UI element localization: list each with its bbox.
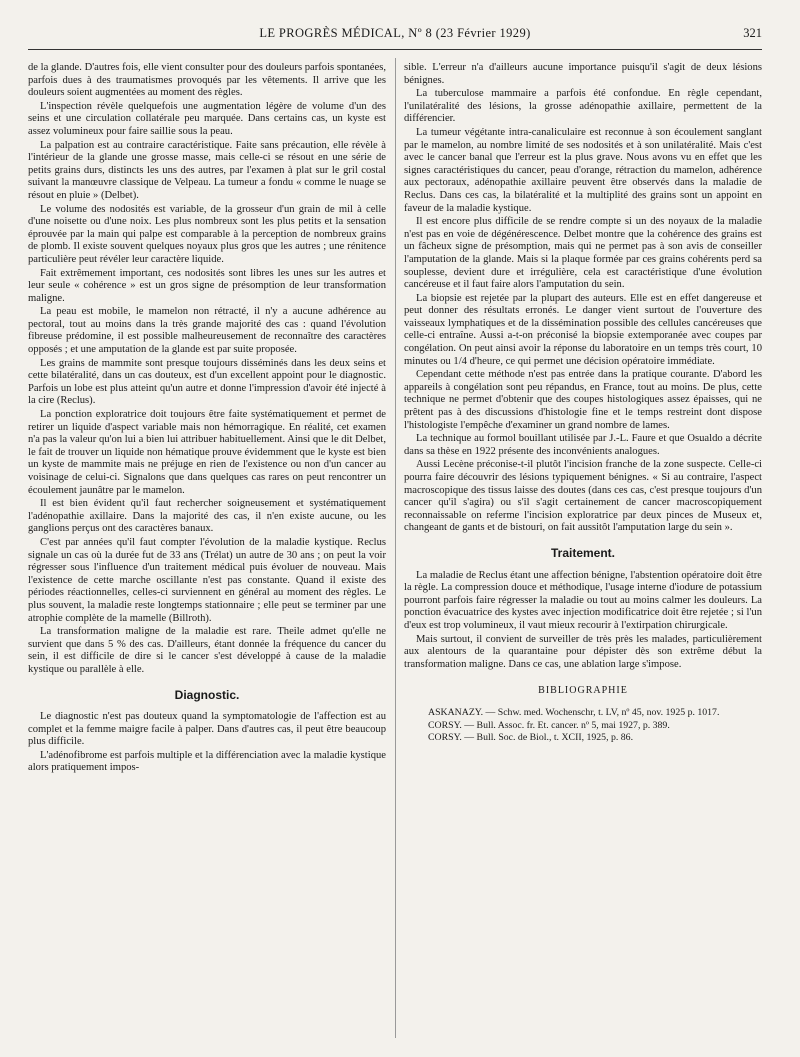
bibliography-item: CORSY. — Bull. Soc. de Biol., t. XCII, 1925, p. 86. xyxy=(428,732,634,744)
section-heading-diagnostic: Diagnostic. xyxy=(174,687,240,702)
left-column xyxy=(28,62,386,776)
page-number: 321 xyxy=(743,26,762,40)
paragraph: L'inspection révèle quelquefois une augmentation légère de volume d'un des seins et une circulation collatérale peu marquée. Dans certains cas, un kyste est assez volumineux pour faire saillie sous la peau. xyxy=(28,100,386,137)
paragraph: La technique au formol bouillant utilisée par J.-L. Faure et que Osualdo a décrite dans sa thèse en 1922 présente des inconvénients analogues. xyxy=(404,433,762,457)
paragraph: Le volume des nodosités est variable, de la grosseur d'un grain de mil à celle d'une noisette ou d'une noix. Les plus nombreux sont les plus petits et la sensation éprouvée par la main qui palpe est comparable à la perception de nombreux grains de plomb. Il existe souvent quelques noyaux plus gros que les autres ; une rénitence particulière peut révéler leur caractère liquide. xyxy=(28,203,386,265)
bibliography-item: ASKANAZY. — Schw. med. Wochenschr, t. LV, nº 45, nov. 1925 p. 1017. xyxy=(428,706,720,718)
paragraph: sible. L'erreur n'a d'ailleurs aucune importance puisqu'il s'agit de deux lésions bénignes. xyxy=(404,62,762,86)
paragraph: La tuberculose mammaire a parfois été confondue. En règle cependant, l'unilatéralité des lésions, la grosse adénopathie axillaire, permettent de la différencier. xyxy=(404,88,762,125)
paragraph: La maladie de Reclus étant une affection bénigne, l'abstention opératoire doit être la règle. La compression douce et méthodique, l'usage interne d'iodure de potassium pourront parfois faire régresser la maladie ou tout au moins calmer les douleurs. La ponction évacuatrice des kystes avec injection modificatrice doit être rejetée ; si l'un d'eux est trop volumineux, il vaut mieux recourir à l'extirpation chirurgicale. xyxy=(404,569,762,631)
paragraph: La ponction exploratrice doit toujours être faite systématiquement et permet de retirer un liquide d'aspect variable mais non hémorragique. En réalité, cet examen n'a pas la valeur qu'on lui a bien lui attribuer habituellement. Ainsi que le dit Delbet, le fait de trouver un liquide non hématique prouve évidemment que le kyste est bien un kyste de mammite mais ne préjuge en rien de l'existence ou non d'un cancer au voisinage de celui-ci. Signalons que dans quelques cas rares on peut rencontrer un écoulement jaunâtre par le mamelon. xyxy=(28,409,386,496)
paragraph: La transformation maligne de la maladie est rare. Theile admet qu'elle ne survient que dans 5 % des cas. D'ailleurs, étant donnée la fréquence du cancer du sein, il est difficile de dire si le cancer s'est développé à cause de la maladie kystique ou parallèle à elle. xyxy=(28,626,386,675)
paragraph: La tumeur végétante intra-canaliculaire est reconnue à son écoulement sanglant par le mamelon, au nombre limité de ses nodosités et à son unilatéralité. Mais c'est avec le cancer banal que l'erreur est la plus grave. Nous avons vu en effet que les signes caractéristiques du cancer, peau d'orange, rétraction du mamelon, adhérence aux pectoraux, adénopathie axillaire peuvent être observés dans la maladie de Reclus. Dans ces cas, la bilatéralité et la multiplité des grains sont un appoint en faveur de la maladie kystique. xyxy=(404,126,762,214)
section-heading-traitement: Traitement. xyxy=(550,545,616,560)
paragraph: La biopsie est rejetée par la plupart des auteurs. Elle est en effet dangereuse et peut donner des résultats erronés. Le danger vient surtout de l'ouverture des vaisseaux lymphatiques et de la dissémination possible des cellules cancéreuses que celle-ci entraîne. Aussi a-t-on préconisé la biopsie extemporanée avec coupes par congélation. On peut ainsi avoir la réponse du laboratoire en un temps très court, 10 minutes ou 1/4 d'heure, ce qui permet une décision opératoire immédiate. xyxy=(404,292,762,367)
column-divider xyxy=(395,58,396,1038)
header-rule xyxy=(28,49,762,50)
paragraph: La palpation est au contraire caractéristique. Faite sans précaution, elle révèle à l'intérieur de la glande une grosse masse, mais celle-ci se résout en une série de petits grains durs, distincts les uns des autres, par l'examen à plat sur le gril costal suivant la manœuvre classique de Velpeau. La tumeur a fondu « comme le nuage se résout en pluie » (Delbet). xyxy=(28,139,386,201)
paragraph: Les grains de mammite sont presque toujours disséminés dans les deux seins et cette bilatéralité, dans un cas douteux, est d'un excellent appoint pour le diagnostic. Parfois un lobe est plus atteint qu'un autre et donne l'impression d'avoir été injecté à la cire (Reclus). xyxy=(28,357,386,407)
paragraph: L'adénofibrome est parfois multiple et la différenciation avec la maladie kystique alors pratiquement impos- xyxy=(28,749,386,774)
bibliography-item: CORSY. — Bull. Assoc. fr. Et. cancer. nº 5, mai 1927, p. 389. xyxy=(428,719,670,731)
paragraph: Cependant cette méthode n'est pas entrée dans la pratique courante. D'abord les appareils à congélation sont peu répandus, en France, tout au moins. De plus, cette technique ne permet d'obtenir que des coupes histologiques assez épaisses, qui ne prêtent pas à des discussions d'histologie fine et le temps restreint dont dispose l'histologiste l'empêche d'examiner un grand nombre de lames. xyxy=(404,369,762,431)
running-title: LE PROGRÈS MÉDICAL, Nº 8 (23 Février 1929) xyxy=(259,26,531,40)
paragraph: Mais surtout, il convient de surveiller de très près les malades, particulièrement aux alentours de la quarantaine pour dépister dès son extrême début la transformation maligne. Dans ce cas, une ablation large s'impose. xyxy=(404,633,762,670)
paragraph: La peau est mobile, le mamelon non rétracté, il n'y a aucune adhérence au pectoral, tout au moins dans la très grande majorité des cas : quand l'évolution fibreuse prédomine, il est possible malheureusement de reconnaître des caractères opposés ; et une amputation de la glande est par suite proposée. xyxy=(28,306,386,356)
page-header xyxy=(28,26,762,42)
paragraph: Il est bien évident qu'il faut rechercher soigneusement et systématiquement l'adénopathie axillaire. Dans la majorité des cas, il n'en existe aucune, ou les ganglions perçus ont des caractères banaux. xyxy=(28,498,386,535)
bibliography-heading: BIBLIOGRAPHIE xyxy=(538,685,628,697)
paragraph: Le diagnostic n'est pas douteux quand la symptomatologie de l'affection est au complet et la femme maigre facile à palper. Dans d'autres cas, il peut être beaucoup plus difficile. xyxy=(28,711,386,748)
paragraph: Aussi Lecène préconise-t-il plutôt l'incision franche de la zone suspecte. Celle-ci pourra faire découvrir des lésions typiquement bénignes. « Si au contraire, l'aspect macroscopique des tissus laisse des doutes (dans ces cas, c'est presque toujours d'un cancer qu'il s'agira) ou s'il s'agit certainement de cancer macroscopiquement reconnaissable on referme l'incision exploratrice par deux pinces de Museux et, changeant de gants et de bistouri, on fait aussitôt l'amputation large du sein ». xyxy=(404,459,762,534)
right-column xyxy=(404,62,762,745)
paragraph: C'est par années qu'il faut compter l'évolution de la maladie kystique. Reclus signale un cas où la durée fut de 33 ans (Trélat) un autre de 30 ans ; on peut la voir régresser sous l'influence d'un traitement médical puis évoluer de nouveau. Mais l'existence de cette marche oscillante n'est pas constante. Quand il existe des périodes réactionnelles, celles-ci surviennent en général au moment des règles. Le plus souvent, la maladie reste longtemps stationnaire ; elle peut se terminer par une atrophie complète de la mamelle (Billroth). xyxy=(28,536,386,624)
paragraph: de la glande. D'autres fois, elle vient consulter pour des douleurs parfois spontanées, parfois dues à des traumatismes provoqués par les vêtements. Il arrive que les douleurs soient augmentées au moment des règles. xyxy=(28,62,386,99)
paragraph: Il est encore plus difficile de se rendre compte si un des noyaux de la maladie n'est pas en voie de dégénérescence. Delbet montre que la cohérence des grains est un fâcheux signe de présomption, mais qui ne permet pas à son avis de conseiller l'amputation de la glande. Mais si la plaque formée par ces grains cohérents perd sa souplesse, devient dure et irrégulière, cela est caractéristique d'une évolution cancéreuse et il faut faire alors l'amputation du sein. xyxy=(404,216,762,291)
paragraph: Fait extrêmement important, ces nodosités sont libres les unes sur les autres et leur seule « cohérence » est un gros signe de présomption de leur transformation maligne. xyxy=(28,267,386,304)
